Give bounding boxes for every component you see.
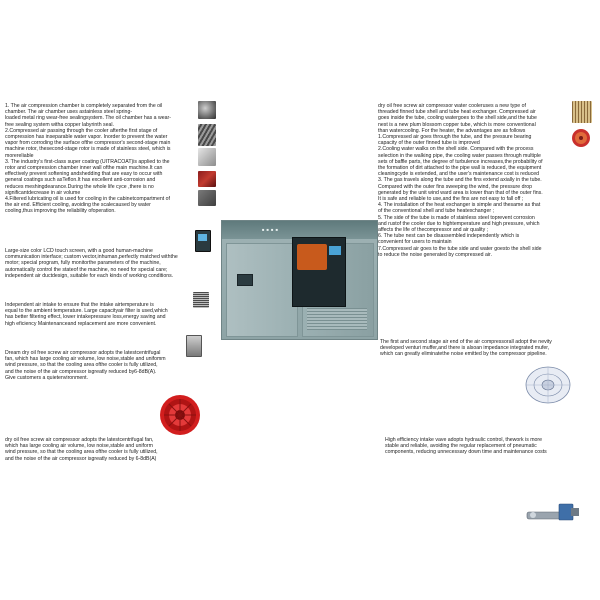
lcd-screen-photo: [195, 230, 211, 252]
vent-grille: [307, 308, 367, 330]
cabinet-brand-label: ■ ■ ■ ■: [262, 227, 279, 232]
finned-tube-photo: [572, 101, 592, 123]
air-filter-photo: [193, 292, 209, 308]
air-compressor-cabinet: [221, 220, 378, 340]
venturi-muffler-icon: [520, 360, 576, 410]
rotor-seal-photo: [198, 101, 216, 119]
intake-valve-icon: [523, 488, 583, 528]
centrifugal-fan-icon: [158, 393, 202, 437]
panel-display-icon: [329, 246, 341, 255]
right-text-muffler: The first and second stage air end of the air compressorall adopt the nevity developed venturi muffer,and there is alsoan impedance integrated mufer, which can greatly eliminatethe noise emitted by the compressor pipeline.: [380, 339, 552, 358]
left-text-air-intake: Independent air intake to ensure that the intake airtemperature is equal to the ambient temperature. Large capacityair filter is used,which has better filtering effect, lower intakepressure loss,energy saving and high eficiency Maintenanceand replacement are more convenient.: [5, 302, 168, 327]
fan-unit-photo: [186, 335, 202, 357]
rotor-gear-photo: [198, 124, 216, 146]
control-screen-icon: [237, 274, 253, 286]
cabinet-left-door: [226, 243, 298, 337]
airend-unit: [297, 244, 327, 270]
stainless-rotor-photo: [198, 148, 216, 166]
right-text-water-cooler: dry oil free screw air compressor water cooleruses a new type of threaded finned tube shell and tube heat exchanger. Compressed air goes inside the tube, cooling watergoes to the shell side,and the tube nest is a new plum blossom copper tube, which is more conventional than watercooling. For the heater, the advantages are as follows 1.Compressed air goes through the tube, and the pressure bearing capacity of the outer finned tube is improved 2.Cooling water walks on the shell side. Compared with the process selection in the walking pipe, the cooling water passes through multiple sets of baffle parts, the degree of turbulence increases,the probability of the formation of dirt attached to the pipe wall is reduced, the equipment cleaningcyde is extended, and the user's maintenance cost is reduced 3. The gas travels along the tube and the fins extend axially in the tube. Compared with the outer fins sweeping the wind, the pressure drop generated by the unit wind ward area is lower than that of the outer fins. It is safe and reliable to use,and the fins are not easy to fall off ; 4. The installation of the heat exchanger is simple and thesame as that of the conventional shell and tube heatexchanger ; 5. The side of the tube is made of stainless steel toprevent corrosion and rustof the cooler due to hightemperature and high pressure, which affects the life of thecompressor and air quality ; 6. The tube nest can be disassembled independently which is convenient for users to maintain 7.Compressed air goes to the tube side and water goesto the shell side to reduce the noise generated by compressed air.: [378, 103, 543, 258]
left-text-fan-noise: dry oil free screw air compressor adopts the latestcentrifugal fan, which has large cooling air volume, low noise,stable and uniform wind pressure, so that the cooling area ofthe cooler is fully utilized, and the noise of the air compressor isgreatly reduced by 6-8dB(A): [5, 437, 158, 462]
lcd-display-icon: [198, 234, 207, 241]
left-text-centrifugal-fan: Dream dry oil free screw air compressor adopts the latestcentrifugal fan, which has large cooling air volume, low noise,stable and unifomm wind pressure, so that the cooling area ofthe cooler is fully utilized, and the noise of the air compressor isgreatly reduced by6-8dB(A). Give customers a quietenvironment.: [5, 350, 166, 381]
open-service-panel: [292, 237, 346, 307]
coating-photo: [198, 171, 216, 187]
heat-exchanger-icon: [571, 124, 591, 154]
left-text-lcd-touchscreen: Large-size color LCD touch screen, with a good human-machine communication interface; custom vector,inhuman,perfectly matched withthe motor; special program, fully monitorthe parameters of the machine, automatically control the stateof the machine, no need for special care; independent air ductdesign, suitable for each kinds of working conditions.: [5, 248, 178, 279]
oil-cooling-photo: [198, 190, 216, 206]
right-text-intake-valve: High efficiency intake vave adopts hydraulic control, thework is more stable and reliable, avoiding the regular replacement of pneumatic components, reducing unnecessary down time and maintenance costs: [385, 437, 547, 456]
left-text-rotor-features: 1. The air compression chamber is completely separated from the oil chamber. The air chamber uses astainless steel spring- loaded metal ring wear-free sealingsystem. The oil chamber has a wear- free sealing system witha copper labyrinth seal. 2.Compressed air passing through the cooler afterthe first stage of compression has inseparable water vapor. Inorder to prevent the water vapor from corroding the surface ofthe compressor's second-stage main machine rotor, thesecond-stage rotor is made of stainless steel, which is morereliable 3. The industry's first-class super coating (UITRACOAT)is applied to the rotor and compression chamber inner wall ofthe main machine.It can effectively prevent softening andshedding that are easy to occur with general coatings such asTeflon.It has excellent anti-corrosion and reduces meshingdearance.During the whole life cyce ,there is no significantdecrease in air volume 4.Filtered lubricating oil is used for cooling in the cabinetcompartment of the air end. Efficient cooling, avoiding the scalecaused by water cooling,thus improving the reliability ofoperation.: [5, 103, 171, 215]
